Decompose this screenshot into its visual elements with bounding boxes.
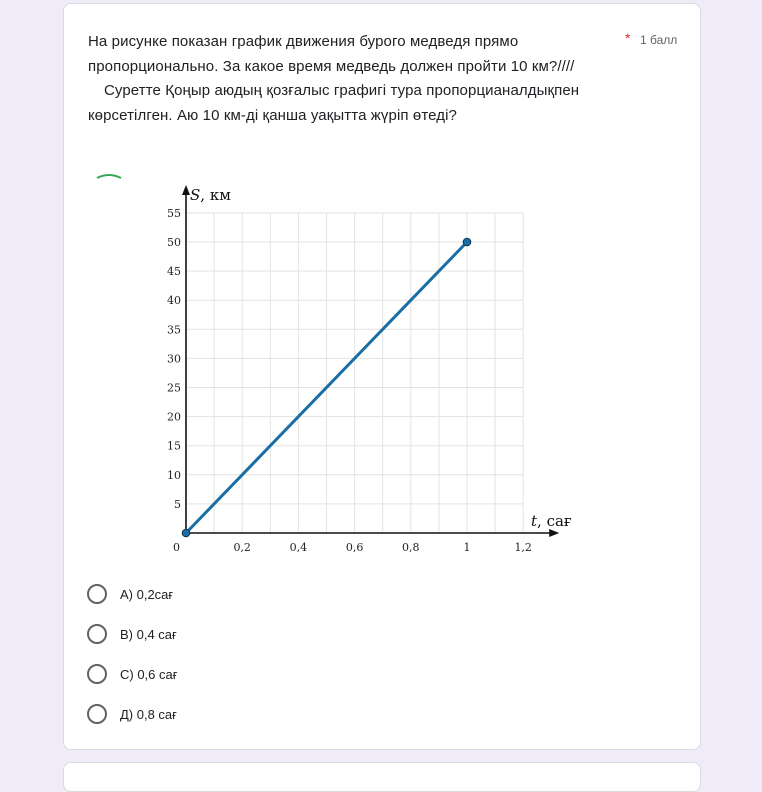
answer-options <box>87 574 177 734</box>
option-label: C) 0,6 сағ <box>120 666 178 682</box>
y-tick-label: 15 <box>167 439 181 453</box>
data-point <box>463 238 471 246</box>
chart-ticks <box>167 207 532 554</box>
question-text-ru: На рисунке показан график движения бурого медведя прямо пропорционально. За какое время медведь должен пройти 10 км?//// <box>88 33 575 75</box>
y-tick-label: 50 <box>167 236 181 249</box>
option-d[interactable] <box>87 694 177 734</box>
radio-circle-icon[interactable] <box>87 584 107 604</box>
x-axis-arrow-icon <box>549 529 559 537</box>
y-tick-label: 45 <box>167 265 181 279</box>
question-card <box>63 3 701 750</box>
option-b[interactable] <box>87 614 177 654</box>
next-question-card <box>63 762 701 792</box>
y-tick-label: 40 <box>167 294 181 308</box>
question-text-kz: Суретте Қоңыр аюдың қозғалыс графигі тура пропорцианалдықпен көрсетілген. Аю 10 км-ді қанша уақытта жүріп өтеді? <box>88 82 580 124</box>
x-tick-label: 0,2 <box>233 541 251 554</box>
green-mark-decoration <box>97 175 121 178</box>
origin-label: 0 <box>173 541 180 554</box>
y-axis-label: S, км <box>190 186 231 204</box>
chart-axes <box>182 185 559 537</box>
radio-circle-icon[interactable] <box>87 704 107 724</box>
x-axis-label: t, сағ <box>531 512 572 530</box>
required-asterisk: * <box>625 30 631 46</box>
x-tick-label: 0,4 <box>289 541 308 554</box>
option-a[interactable] <box>87 574 177 614</box>
points-label: 1 балл <box>640 33 678 47</box>
data-point <box>182 529 190 537</box>
y-tick-label: 20 <box>167 410 181 424</box>
y-axis-arrow-icon <box>182 185 190 195</box>
option-label: A) 0,2сағ <box>120 586 174 602</box>
question-text <box>88 30 624 128</box>
y-tick-label: 55 <box>167 206 181 220</box>
option-label: B) 0,4 сағ <box>120 626 177 642</box>
y-tick-label: 25 <box>167 381 181 395</box>
distance-time-chart <box>89 170 589 565</box>
y-tick-label: 5 <box>174 497 181 511</box>
x-tick-label: 0,6 <box>345 541 364 554</box>
y-tick-label: 35 <box>167 323 181 337</box>
x-tick-label: 1,2 <box>514 541 532 554</box>
y-tick-label: 10 <box>167 468 181 482</box>
option-c[interactable] <box>87 654 177 694</box>
chart-grid <box>186 213 523 533</box>
x-tick-label: 1 <box>463 541 471 554</box>
x-tick-label: 0,8 <box>402 541 420 554</box>
y-tick-label: 30 <box>167 352 181 366</box>
radio-circle-icon[interactable] <box>87 664 107 684</box>
option-label: Д) 0,8 сағ <box>120 706 177 722</box>
radio-circle-icon[interactable] <box>87 624 107 644</box>
